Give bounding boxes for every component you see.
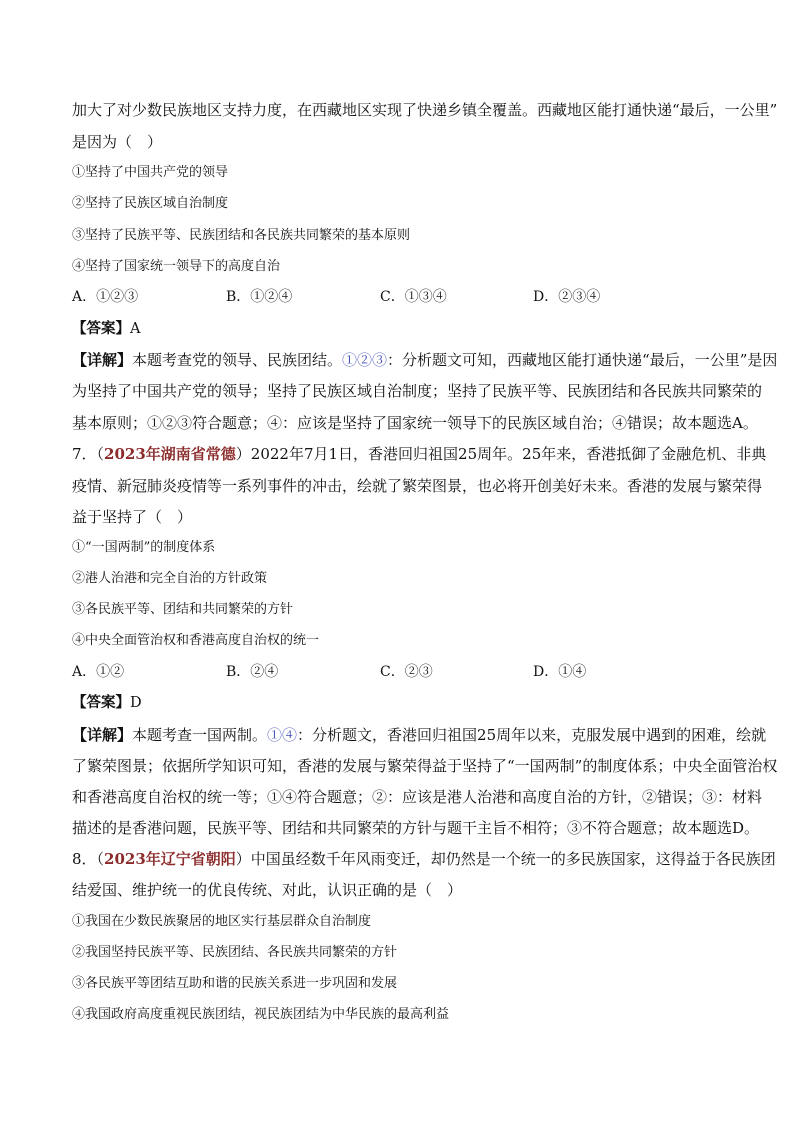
q7-number: 7．（ [72, 445, 105, 463]
q7-detail-text-1: 本题考查一国两制。 [132, 726, 268, 744]
q7-answer-label: 【答案】 [72, 694, 130, 711]
q6-option-d: D．②③④ [533, 289, 601, 305]
q7-detail-line-1 [72, 725, 766, 745]
q6-answer [72, 319, 140, 339]
q7-detail-line-4: 描述的是香港问题，民族平等、团结和共同繁荣的方针与题干主旨不相符；③不符合题意；故本题选D。 [72, 819, 760, 837]
q6-option-b: B．①②④ [226, 289, 293, 305]
q7-detail-line-3: 和香港高度自治权的统一等；①④符合题意；②：应该是港人治港和高度自治的方针，②错误；③：材料 [72, 788, 763, 806]
q7-option-c: C．②③ [380, 664, 433, 680]
q6-answer-value: A [130, 321, 141, 337]
q6-option-c: C．①③④ [380, 289, 447, 305]
q8-stem-line-1 [72, 849, 776, 869]
q7-stem-line-3: 益于坚持了（ ） [72, 508, 193, 526]
q6-answer-label: 【答案】 [72, 320, 130, 337]
q6-detail-line-2: 为坚持了中国共产党的领导；坚持了民族区域自治制度；坚持了民族平等、民族团结和各民族共同繁荣的 [72, 382, 763, 400]
q6-detail-highlight: ①②③ [342, 351, 388, 369]
q7-detail-line-2: 了繁荣图景；依据所学知识可知，香港的发展与繁荣得益于坚持了“一国两制”的制度体系；中央全面管治权 [72, 757, 778, 775]
q7-source: 2023年湖南省常德 [104, 445, 236, 463]
q8-item-4: ④我国政府高度重视民族团结，视民族团结为中华民族的最高利益 [72, 1007, 450, 1022]
q8-number: 8．（ [72, 850, 105, 868]
q6-item-4: ④坚持了国家统一领导下的高度自治 [72, 259, 281, 274]
q7-item-4: ④中央全面管治权和香港高度自治权的统一 [72, 633, 320, 648]
q7-option-b: B．②④ [226, 664, 279, 680]
q6-stem-line-1: 加大了对少数民族地区支持力度，在西藏地区实现了快递乡镇全覆盖。西藏地区能打通快递“最后，一公里” [72, 101, 778, 119]
q7-answer [72, 693, 142, 713]
q7-item-2: ②港人治港和完全自治的方针政策 [72, 571, 268, 586]
q8-stem-text-1: ）中国虽经数千年风雨变迁，却仍然是一个统一的多民族国家，这得益于各民族团 [235, 850, 776, 868]
q6-stem-line-2: 是因为（ ） [72, 133, 163, 151]
q8-source: 2023年辽宁省朝阳 [104, 850, 236, 868]
q8-stem-line-2: 结爱国、维护统一的优良传统、对此，认识正确的是（ ） [72, 881, 463, 899]
q6-item-1: ①坚持了中国共产党的领导 [72, 165, 229, 180]
q7-stem-line-2: 疫情、新冠肺炎疫情等一系列事件的冲击，绘就了繁荣图景，也必将开创美好未来。香港的发展与繁荣得 [72, 477, 763, 495]
q6-detail-text-1: 本题考查党的领导、民族团结。 [132, 351, 343, 369]
q6-item-3: ③坚持了民族平等、民族团结和各民族共同繁荣的基本原则 [72, 228, 411, 243]
q8-item-1: ①我国在少数民族聚居的地区实行基层群众自治制度 [72, 914, 372, 929]
q8-item-2: ②我国坚持民族平等、民族团结、各民族共同繁荣的方针 [72, 945, 398, 960]
q6-detail-line-3: 基本原则；①②③符合题意；④：应该是坚持了国家统一领导下的民族区域自治；④错误；故本题选A。 [72, 414, 758, 432]
q7-option-a: A．①② [72, 664, 125, 680]
q6-detail-label: 【详解】 [72, 351, 133, 369]
q6-detail-line-1 [72, 350, 777, 370]
q6-item-2: ②坚持了民族区域自治制度 [72, 196, 229, 211]
q7-detail-text-2: ：分析题文，香港回归祖国25周年以来，克服发展中遇到的困难，绘就 [297, 726, 767, 744]
q6-detail-text-2: ：分析题文可知，西藏地区能打通快递“最后，一公里”是因 [387, 351, 778, 369]
q7-detail-label: 【详解】 [72, 726, 133, 744]
q7-item-1: ①“一国两制”的制度体系 [72, 540, 216, 555]
q7-answer-value: D [130, 695, 142, 711]
q7-option-d: D．①④ [533, 664, 587, 680]
q6-option-a: A．①②③ [72, 289, 139, 305]
q7-detail-highlight: ①④ [267, 726, 298, 744]
q7-item-3: ③各民族平等、团结和共同繁荣的方针 [72, 602, 294, 617]
q8-item-3: ③各民族平等团结互助和谐的民族关系进一步巩固和发展 [72, 976, 398, 991]
q7-stem-text-1: ）2022年7月1日，香港回归祖国25周年。25年来，香港抵御了金融危机、非典 [235, 445, 767, 463]
q7-stem-line-1 [72, 444, 766, 464]
